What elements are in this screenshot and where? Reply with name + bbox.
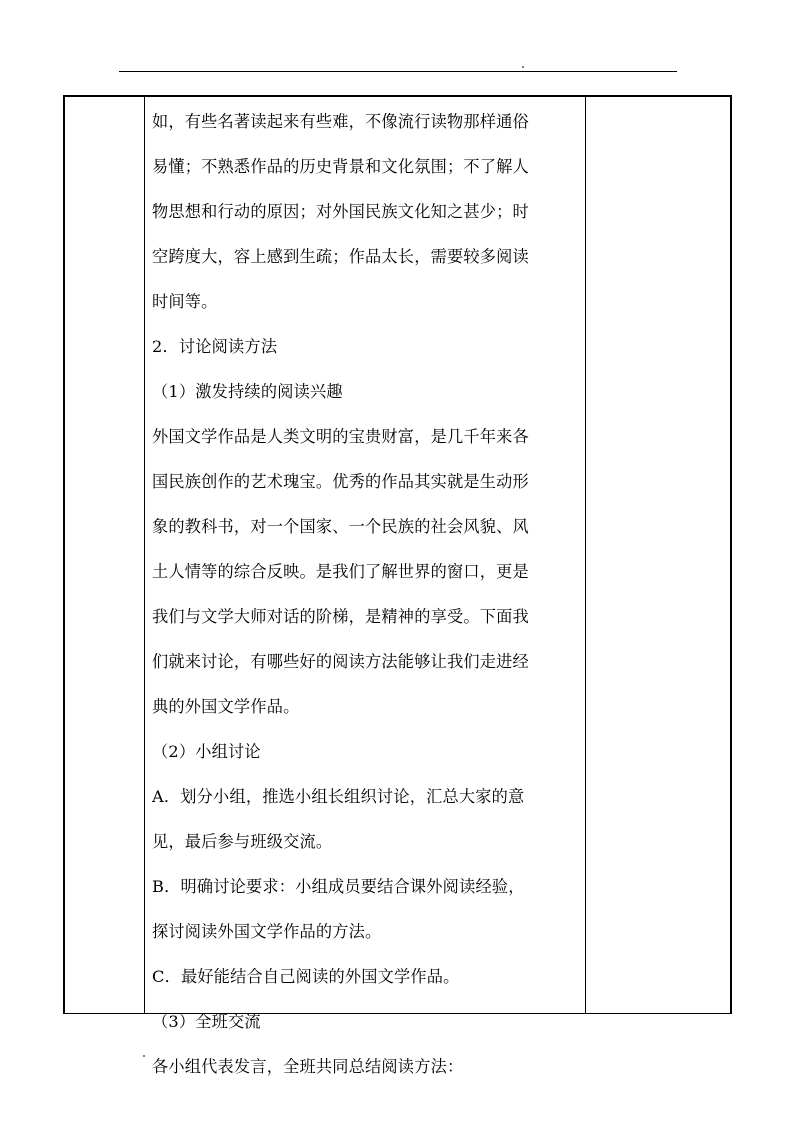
table-border-right: [730, 95, 732, 1014]
list-item: C．最好能结合自己阅读的外国文学作品。: [152, 967, 460, 986]
column-divider-right: [585, 95, 586, 1014]
lesson-content-cell: [152, 103, 580, 1093]
text-line: 空跨度大，容上感到生疏；作品太长，需要较多阅读: [152, 247, 529, 266]
lesson-table: [63, 95, 732, 1076]
subsection-heading: （2）小组讨论: [152, 742, 261, 761]
list-item: B．明确讨论要求：小组成员要结合课外阅读经验，: [152, 877, 525, 896]
subsection-heading: （1）激发持续的阅读兴趣: [152, 382, 343, 401]
section-heading: 2．讨论阅读方法: [152, 337, 278, 356]
table-border-top: [63, 95, 732, 97]
text-line: 土人情等的综合反映。是我们了解世界的窗口，更是: [152, 562, 529, 581]
text-line: 时间等。: [152, 292, 218, 311]
subsection-heading: （3）全班交流: [152, 1012, 261, 1031]
column-divider-left: [144, 95, 145, 1014]
text-line: 如，有些名著读起来有些难，不像流行读物那样通俗: [152, 112, 529, 131]
text-line: 我们与文学大师对话的阶梯，是精神的享受。下面我: [152, 607, 529, 626]
text-line: 外国文学作品是人类文明的宝贵财富，是几千年来各: [152, 427, 529, 446]
text-line: 易懂；不熟悉作品的历史背景和文化氛围；不了解人: [152, 157, 529, 176]
text-line: 国民族创作的艺术瑰宝。优秀的作品其实就是生动形: [152, 472, 529, 491]
list-item-continuation: 见，最后参与班级交流。: [152, 832, 333, 851]
text-line: 象的教科书，对一个国家、一个民族的社会风貌、风: [152, 517, 529, 536]
text-line: 物思想和行动的原因；对外国民族文化知之甚少；时: [152, 202, 529, 221]
header-rule: [119, 71, 677, 72]
footer-dot: [143, 1055, 145, 1057]
text-line: 们就来讨论，有哪些好的阅读方法能够让我们走进经: [152, 652, 529, 671]
table-border-left: [63, 95, 65, 1014]
list-item: A．划分小组，推选小组长组织讨论，汇总大家的意: [152, 787, 525, 806]
text-line: 典的外国文学作品。: [152, 697, 300, 716]
text-line: 各小组代表发言，全班共同总结阅读方法：: [152, 1057, 464, 1076]
list-item-continuation: 探讨阅读外国文学作品的方法。: [152, 922, 382, 941]
header-dot: [522, 66, 524, 68]
